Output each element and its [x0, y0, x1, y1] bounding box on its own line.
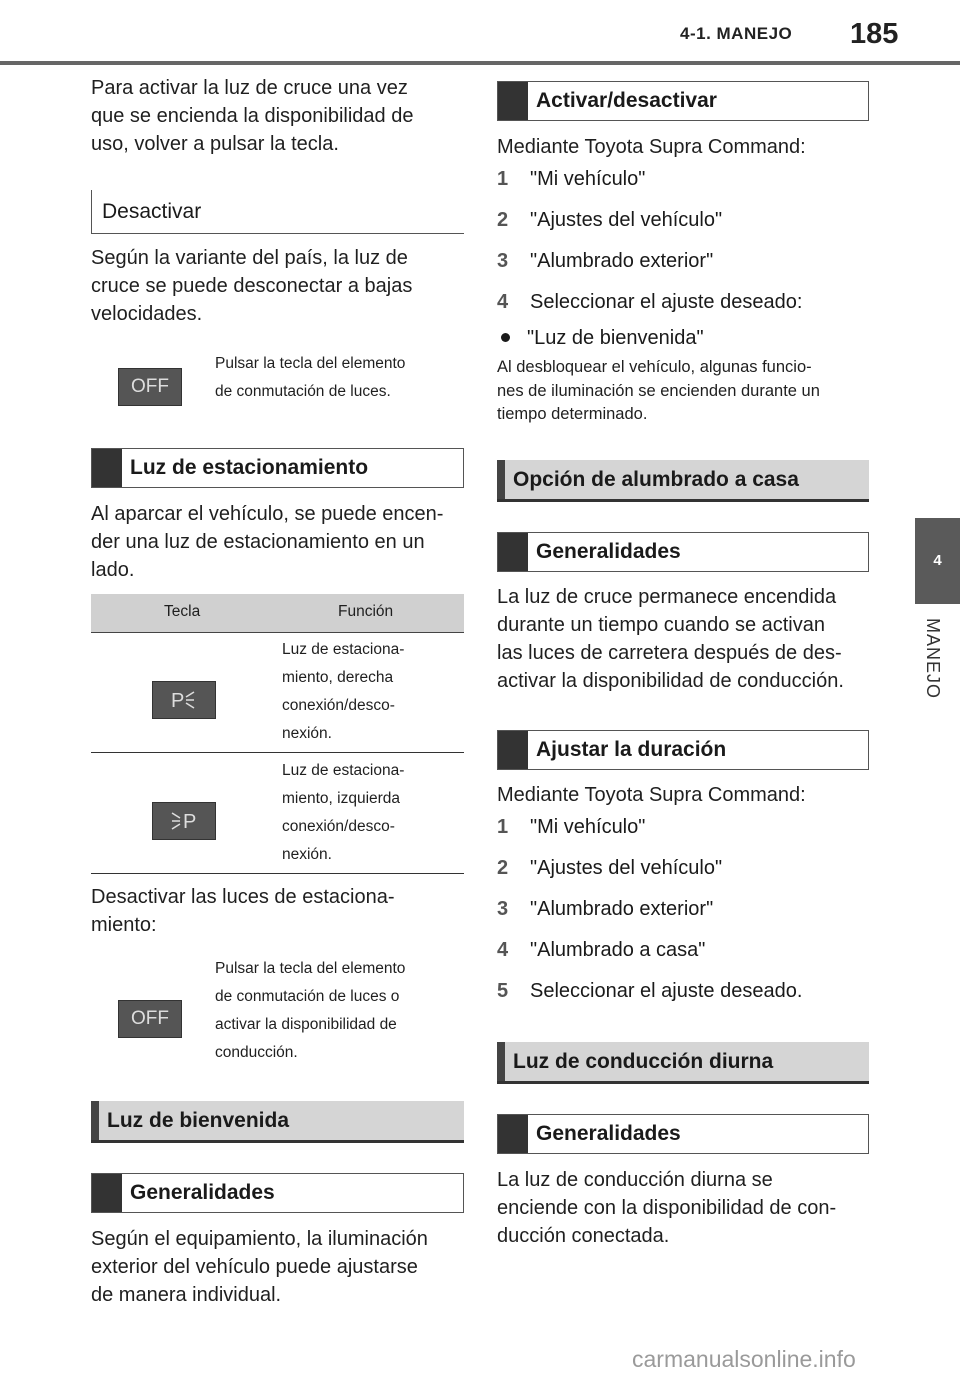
off-key-description: Pulsar la tecla del elemento de conmutación de luces o activar la disponibilidad de conducción. [215, 960, 406, 1061]
intro-supra-command: Mediante Toyota Supra Command: [497, 136, 806, 158]
table-cell-function: Luz de estaciona- miento, derecha conexión/desco- nexión. [282, 641, 405, 742]
list-item: 3 "Alumbrado exterior" [497, 898, 714, 920]
chapter-tab-label: MANEJO [923, 618, 943, 700]
header-rule [0, 61, 960, 65]
list-item: 4 "Alumbrado a casa" [497, 939, 706, 961]
heading-welcome-light: Luz de bienvenida [91, 1101, 464, 1143]
list-item: 1 "Mi vehículo" [497, 816, 646, 838]
bullet-icon [501, 333, 510, 342]
table-cell-function: Luz de estaciona- miento, izquierda conexión/desco- nexión. [282, 762, 405, 863]
table-row [91, 753, 464, 873]
section-title: 4-1. MANEJO [680, 24, 793, 43]
heading-adjust-duration: Ajustar la duración [497, 730, 869, 770]
parking-light-right-icon[interactable] [152, 681, 216, 719]
watermark: carmanualsonline.info [632, 1346, 856, 1372]
paragraph-home-lighting: La luz de cruce permanece encendida durante un tiempo cuando se activan las luces de carretera después de des- activar la disponibilidad de conducción. [497, 586, 844, 692]
intro-supra-command: Mediante Toyota Supra Command: [497, 784, 806, 806]
steps-list [497, 813, 867, 1005]
table-row [91, 632, 464, 752]
table-bottom-rule [91, 873, 464, 874]
svg-text:P: P [171, 690, 185, 712]
bullet-item: "Luz de bienvenida" [497, 324, 867, 352]
paragraph-activate-low-beam: Para activar la luz de cruce una vez que se encienda la disponibilidad de uso, volver a pulsar la tecla. [91, 77, 414, 155]
list-item: 3 "Alumbrado exterior" [497, 250, 714, 272]
list-item: 2 "Ajustes del vehículo" [497, 857, 723, 879]
parking-light-left-icon[interactable] [152, 802, 216, 840]
column-header-function: Función [338, 603, 394, 620]
svg-text:P: P [183, 811, 197, 833]
heading-parking-light: Luz de estacionamiento [91, 448, 464, 488]
paragraph-equipment: Según el equipamiento, la iluminación exterior del vehículo puede ajustarse de manera individual. [91, 1228, 428, 1306]
heading-desactivar: Desactivar [91, 190, 464, 234]
off-key-button[interactable]: OFF [118, 368, 182, 406]
note-welcome: Al desbloquear el vehículo, algunas funcio- nes de iluminación se encienden durante un tiempo determinado. [497, 358, 820, 423]
list-item: 4 Seleccionar el ajuste deseado: [497, 291, 803, 313]
list-item: 5 Seleccionar el ajuste deseado. [497, 980, 803, 1002]
paragraph-parking: Al aparcar el vehículo, se puede encen- der una luz de estacionamiento en un lado. [91, 503, 444, 581]
heading-general: Generalidades [91, 1173, 464, 1213]
heading-general: Generalidades [497, 532, 869, 572]
column-header-key: Tecla [164, 603, 201, 620]
chapter-tab[interactable]: 4 [915, 518, 960, 604]
paragraph-deactivate-parking: Desactivar las luces de estaciona- miento: [91, 886, 395, 936]
paragraph-country-variant: Según la variante del país, la luz de cruce se puede desconectar a bajas velocidades. [91, 247, 413, 325]
page-number: 185 [850, 18, 899, 50]
table-header [91, 594, 464, 633]
paragraph-daytime-running: La luz de conducción diurna se enciende con la disponibilidad de con- ducción conectada. [497, 1169, 837, 1247]
list-item: 1 "Mi vehículo" [497, 168, 646, 190]
heading-general: Generalidades [497, 1114, 869, 1154]
list-item: 2 "Ajustes del vehículo" [497, 209, 723, 231]
off-key-button[interactable]: OFF [118, 1000, 182, 1038]
off-key-description: Pulsar la tecla del elemento de conmutación de luces. [215, 355, 406, 400]
steps-list [497, 165, 867, 352]
heading-home-lighting: Opción de alumbrado a casa [497, 460, 869, 502]
heading-daytime-running-light: Luz de conducción diurna [497, 1042, 869, 1084]
heading-activate-deactivate: Activar/desactivar [497, 81, 869, 121]
